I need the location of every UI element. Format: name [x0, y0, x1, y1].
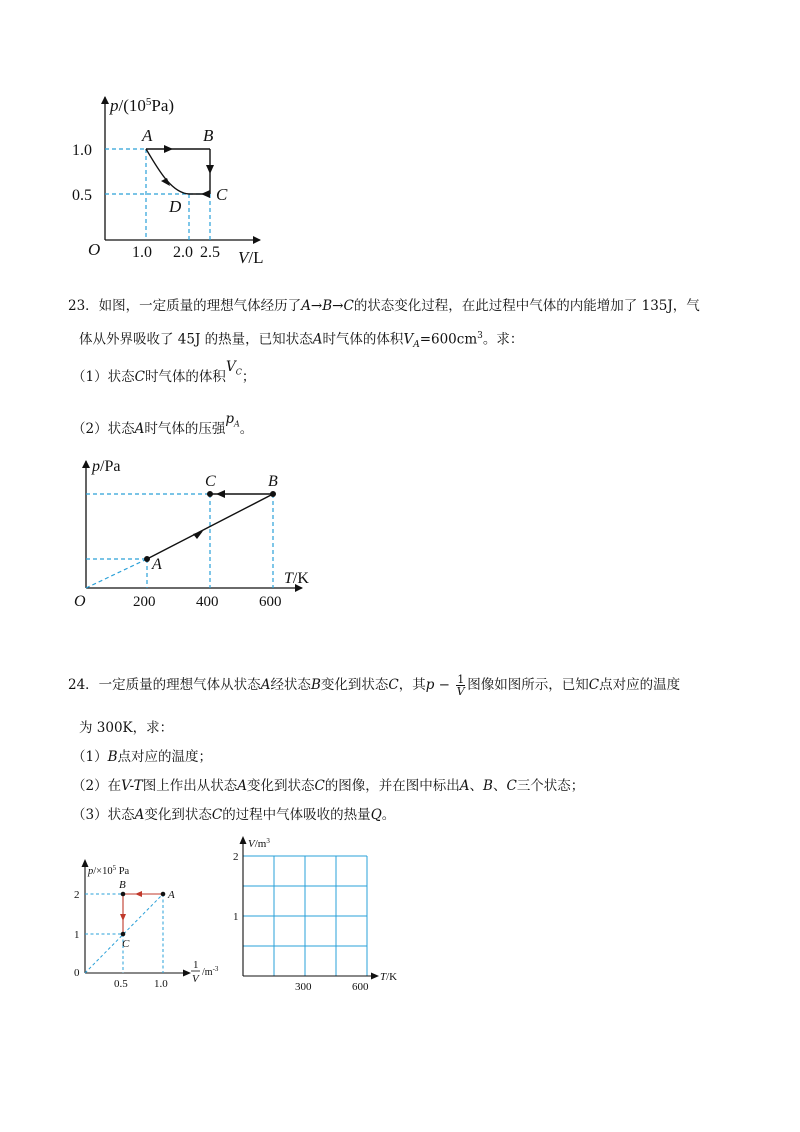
- point-b: [270, 491, 276, 497]
- q23-line2: 体从外界吸收了 45J 的热量，已知状态A时气体的体积$V_A=600cm^3$。求：: [79, 331, 524, 351]
- y-axis-label: $p/\times 10^5$ Pa: [88, 864, 130, 877]
- point-a: [144, 556, 150, 562]
- point-label-a: A: [152, 556, 162, 573]
- origin-label: O: [74, 593, 86, 610]
- x-axis-arrowhead: [183, 970, 191, 977]
- x-tick-label: 600: [352, 981, 369, 993]
- q24-line1: 24．一定质量的理想气体从状态A经状态B变化到状态C，其p − $\frac{1}{V}$ 图像如图所示，已知C点对应的温度: [68, 673, 681, 698]
- point-label-a: A: [142, 126, 153, 145]
- point-label-c: C: [216, 185, 228, 204]
- figure-pv-graph: [60, 85, 290, 270]
- origin-label: 0: [74, 967, 80, 979]
- point-label-c: C: [122, 938, 130, 950]
- origin-label: O: [88, 240, 101, 259]
- figure-pt-graph: [62, 455, 322, 615]
- x-tick-label: 1.0: [154, 978, 168, 990]
- point-label-a: A: [168, 889, 175, 901]
- x-tick-label: 2.5: [200, 244, 220, 261]
- arrow-ab: [164, 145, 173, 153]
- q24-sub1: （1）B点对应的温度；: [72, 749, 213, 765]
- process-da: [146, 149, 189, 194]
- x-tick-label: 0.5: [114, 978, 128, 990]
- x-axis-label-numerator: 1: [193, 959, 199, 971]
- figure-vt-grid: [225, 832, 420, 997]
- y-tick-label: 1.0: [72, 142, 92, 159]
- x-tick-label: 300: [295, 981, 312, 993]
- y-tick-label: 2: [233, 851, 239, 863]
- arrow-bc: [206, 165, 214, 174]
- point-label-b: B: [203, 126, 214, 145]
- arrow-ab: [135, 891, 142, 897]
- x-tick-label: 400: [196, 594, 219, 610]
- point-label-d: D: [169, 197, 182, 216]
- arrow-bc: [120, 914, 126, 921]
- point-c: [121, 932, 126, 937]
- point-label-b: B: [119, 879, 126, 891]
- y-axis-label: $p/(10^5Pa)$: [110, 96, 175, 115]
- y-tick-label: 0.5: [72, 187, 92, 204]
- y-tick-label: 1: [74, 929, 80, 941]
- y-axis-arrowhead: [240, 836, 247, 844]
- y-tick-label: 2: [74, 889, 80, 901]
- point-a: [161, 892, 166, 897]
- point-label-b: B: [268, 473, 278, 490]
- x-tick-label: 600: [259, 594, 282, 610]
- y-tick-label: 1: [233, 911, 239, 923]
- point-label-c: C: [205, 473, 216, 490]
- x-axis-label: T/K: [380, 971, 398, 983]
- arrow-cd: [201, 190, 210, 198]
- y-axis-label: $V/m^3$: [248, 837, 270, 850]
- guide-line: [86, 559, 147, 588]
- x-axis-arrowhead: [371, 973, 379, 980]
- x-tick-label: 200: [133, 594, 156, 610]
- q23-sub1: （1）状态C时气体的体积$V_C$；: [72, 359, 256, 385]
- x-tick-label: 2.0: [173, 244, 193, 261]
- q23-line1: 23．如图，一定质量的理想气体经历了A→B→C的状态变化过程，在此过程中气体的内能增加了 135J，气: [68, 298, 700, 314]
- q24-sub2: （2）在V-T图上作出从状态A变化到状态C的图像，并在图中标出A、B、C三个状态；: [72, 778, 585, 794]
- q24-sub3: （3）状态A变化到状态C的过程中气体吸收的热量Q。: [72, 807, 396, 823]
- q24-line2: 为 300K，求：: [79, 720, 174, 736]
- y-axis-label: p/Pa: [92, 458, 121, 475]
- point-c: [207, 491, 213, 497]
- arrow-bc: [216, 490, 225, 498]
- x-axis-label-unit: $/m^{-3}$: [202, 965, 219, 978]
- point-b: [121, 892, 126, 897]
- x-axis-label-denominator: V: [192, 973, 199, 985]
- x-tick-label: 1.0: [132, 244, 152, 261]
- x-axis-label: T/K: [284, 570, 309, 587]
- figure-p-inverse-v-graph: [62, 855, 237, 995]
- x-axis-label: V/L: [238, 248, 264, 267]
- fraction-one-over-v: $\frac{1}{V}$: [456, 673, 465, 698]
- q23-sub2: （2）状态A时气体的压强$p_A$。: [72, 411, 254, 437]
